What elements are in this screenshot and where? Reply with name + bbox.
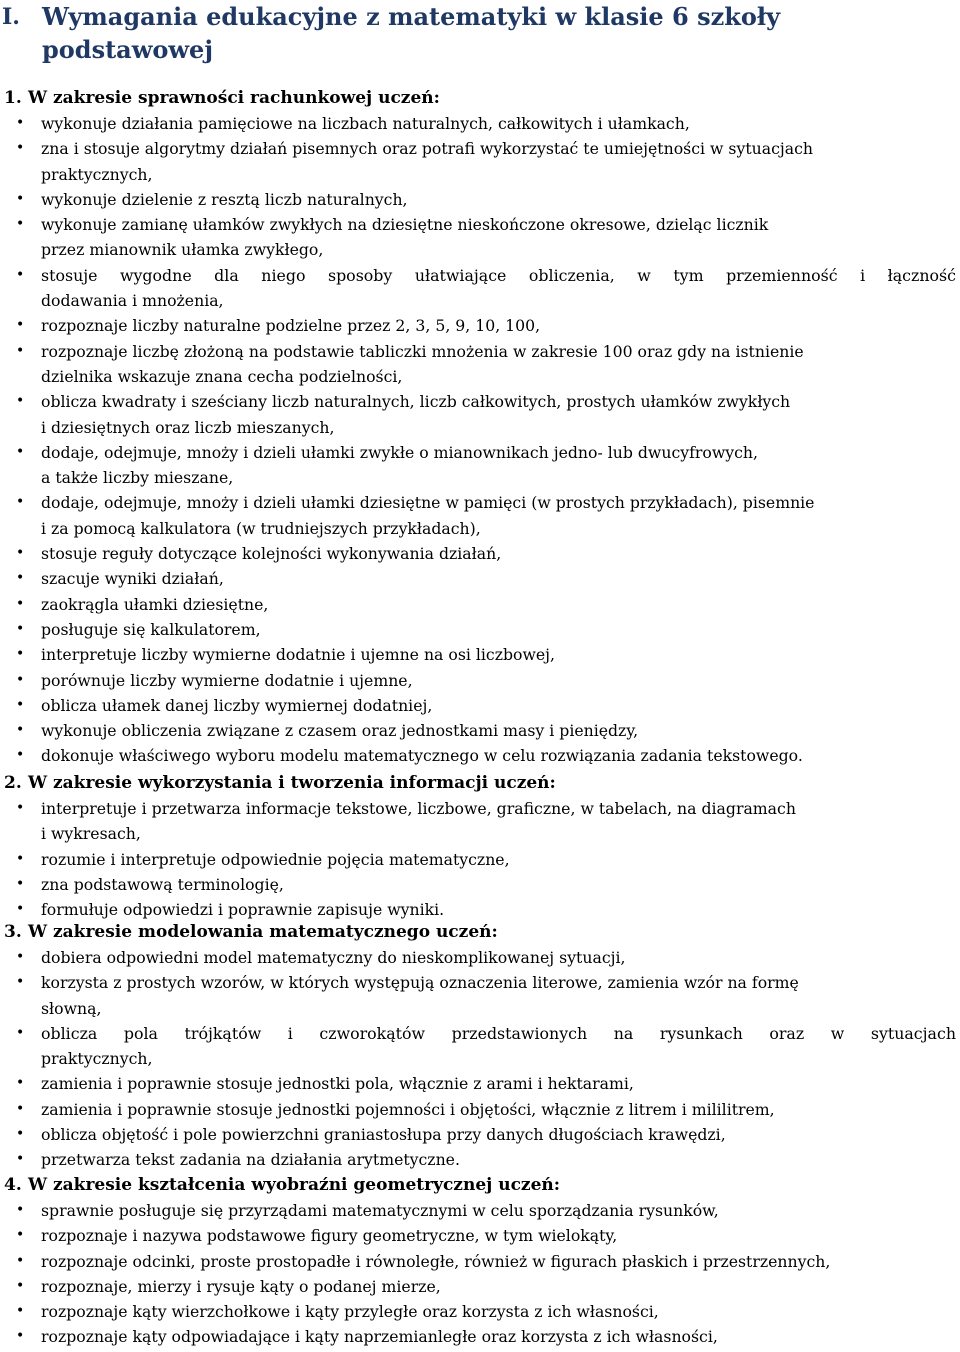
list-item bbox=[0, 136, 960, 187]
section-3 bbox=[0, 920, 960, 1173]
bullet-icon: • bbox=[16, 1328, 25, 1345]
list-item-text: dodaje, odejmuje, mnoży i dzieli ułamki zwykłe o mianownikach jedno- lub dwucyfrowych, bbox=[41, 442, 759, 462]
list-item-text: wykonuje obliczenia związane z czasem oraz jednostkami masy i pieniędzy, bbox=[41, 721, 639, 741]
list-item-text: dzielnika wskazuje znana cecha podzielności, bbox=[41, 366, 403, 386]
section-heading bbox=[0, 771, 960, 796]
list-item-text: porównuje liczby wymierne dodatnie i ujemne, bbox=[41, 670, 413, 690]
bullet-icon: • bbox=[16, 850, 25, 867]
bullet-icon: • bbox=[16, 949, 25, 965]
list-item-text: dokonuje właściwego wyboru modelu matematycznego w celu rozwiązania zadania tekstowego. bbox=[41, 746, 803, 766]
bullet-icon: • bbox=[16, 1227, 25, 1244]
bullet-icon: • bbox=[16, 1075, 25, 1092]
bullet-icon: • bbox=[16, 671, 25, 688]
list-item-text: stosuje wygodne dla niego sposoby ułatwiające obliczenia, w tym przemienność i łączność bbox=[41, 265, 956, 285]
bullet-icon: • bbox=[16, 1100, 25, 1117]
list-item-text: rozumie i interpretuje odpowiednie pojęcia matematyczne, bbox=[41, 849, 510, 869]
bullet-icon: • bbox=[16, 974, 25, 991]
list-item-text: interpretuje i przetwarza informacje tekstowe, liczbowe, graficzne, w tabelach, na diagramach bbox=[41, 799, 796, 818]
list-item-text: rozpoznaje odcinki, proste prostopadłe i równoległe, również w figurach płaskich i przestrzennych, bbox=[41, 1251, 831, 1271]
bullet-icon: • bbox=[16, 1252, 25, 1269]
list-item bbox=[0, 945, 960, 970]
bullet-icon: • bbox=[16, 393, 25, 410]
list-item bbox=[0, 1071, 960, 1096]
list-item-text: dobiera odpowiedni model matematyczny do nieskomplikowanej sytuacji, bbox=[41, 948, 626, 967]
list-item bbox=[0, 111, 960, 136]
list-item-text: rozpoznaje kąty wierzchołkowe i kąty przyległe oraz korzysta z ich własności, bbox=[41, 1302, 659, 1322]
list-item bbox=[0, 212, 960, 263]
bullet-icon: • bbox=[16, 1303, 25, 1320]
list-item-text: oblicza objętość i pole powierzchni graniastosłupa przy danych długościach krawędzi, bbox=[41, 1125, 726, 1145]
bullet-icon: • bbox=[16, 266, 25, 283]
list-item-text: oblicza ułamek danej liczby wymiernej dodatniej, bbox=[41, 695, 433, 715]
bullet-icon: • bbox=[16, 115, 25, 131]
bullet-icon: • bbox=[16, 570, 25, 587]
section-title: W zakresie kształcenia wyobraźni geometrycznej uczeń: bbox=[28, 1175, 561, 1195]
list-item bbox=[0, 339, 960, 390]
list-item bbox=[0, 1249, 960, 1274]
heading-title-line-1: Wymagania edukacyjne z matematyki w klasie 6 szkoły bbox=[42, 2, 781, 31]
list-item-text: interpretuje liczby wymierne dodatnie i ujemne na osi liczbowej, bbox=[41, 645, 556, 665]
list-item bbox=[0, 718, 960, 743]
list-item-text: oblicza kwadraty i sześciany liczb naturalnych, liczb całkowitych, prostych ułamków zwykłych bbox=[41, 392, 791, 412]
list-item bbox=[0, 1147, 960, 1172]
list-item bbox=[0, 1324, 960, 1349]
list-item-text: oblicza pola trójkątów i czworokątów przedstawionych na rysunkach oraz w sytuacjach bbox=[41, 1023, 956, 1043]
list-item bbox=[0, 796, 960, 847]
bullet-icon: • bbox=[16, 443, 25, 460]
list-item bbox=[0, 592, 960, 617]
list-item-text: posługuje się kalkulatorem, bbox=[41, 619, 261, 639]
bullet-icon: • bbox=[16, 595, 25, 612]
list-item-text: zamienia i poprawnie stosuje jednostki pola, włącznie z arami i hektarami, bbox=[41, 1074, 634, 1094]
section-title: W zakresie modelowania matematycznego uczeń: bbox=[28, 922, 498, 942]
list-item bbox=[0, 313, 960, 338]
list-item bbox=[0, 668, 960, 693]
list-item bbox=[0, 897, 960, 922]
list-item bbox=[0, 617, 960, 642]
bullet-icon: • bbox=[16, 190, 25, 207]
list-item bbox=[0, 1299, 960, 1324]
bullet-icon: • bbox=[16, 800, 25, 816]
list-item-text: wykonuje zamianę ułamków zwykłych na dziesiętne nieskończone okresowe, dzieląc licznik bbox=[41, 215, 769, 235]
heading-title-line-2: podstawowej bbox=[42, 35, 213, 64]
bullet-list bbox=[0, 111, 960, 769]
section-title: W zakresie sprawności rachunkowej uczeń: bbox=[28, 88, 440, 108]
bullet-list bbox=[0, 796, 960, 922]
bullet-icon: • bbox=[16, 1277, 25, 1294]
list-item bbox=[0, 1198, 960, 1223]
list-item bbox=[0, 847, 960, 872]
list-item-text: a także liczby mieszane, bbox=[41, 468, 234, 488]
bullet-icon: • bbox=[16, 317, 25, 334]
list-item bbox=[0, 263, 960, 314]
list-item bbox=[0, 872, 960, 897]
list-item bbox=[0, 1274, 960, 1299]
list-item bbox=[0, 187, 960, 212]
list-item bbox=[0, 541, 960, 566]
bullet-icon: • bbox=[16, 342, 25, 359]
heading-title bbox=[42, 0, 942, 66]
list-item-text: zamienia i poprawnie stosuje jednostki pojemności i objętości, włącznie z litrem i mililitrem, bbox=[41, 1099, 775, 1119]
list-item bbox=[0, 1223, 960, 1248]
section-heading bbox=[0, 920, 960, 945]
list-item-text: zaokrągla ułamki dziesiętne, bbox=[41, 594, 269, 614]
list-item bbox=[0, 389, 960, 440]
section-number: 1. bbox=[4, 88, 22, 108]
section-heading bbox=[0, 86, 960, 111]
list-item bbox=[0, 490, 960, 541]
list-item-text: zna podstawową terminologię, bbox=[41, 874, 284, 894]
list-item-text: formułuje odpowiedzi i poprawnie zapisuje wyniki. bbox=[41, 900, 445, 920]
bullet-icon: • bbox=[16, 722, 25, 739]
bullet-list bbox=[0, 1198, 960, 1350]
bullet-icon: • bbox=[16, 1202, 25, 1218]
bullet-list bbox=[0, 945, 960, 1173]
list-item bbox=[0, 1122, 960, 1147]
list-item-text: rozpoznaje liczby naturalne podzielne przez 2, 3, 5, 9, 10, 100, bbox=[41, 316, 541, 336]
list-item-text: rozpoznaje liczbę złożoną na podstawie tabliczki mnożenia w zakresie 100 oraz gdy na istnienie bbox=[41, 341, 804, 361]
list-item bbox=[0, 642, 960, 667]
list-item-text: praktycznych, bbox=[41, 1049, 153, 1069]
section-number: 2. bbox=[4, 773, 22, 793]
bullet-icon: • bbox=[16, 1024, 25, 1041]
bullet-icon: • bbox=[16, 1126, 25, 1143]
list-item-text: zna i stosuje algorytmy działań pisemnych oraz potrafi wykorzystać te umiejętności w sytuacjach bbox=[41, 139, 813, 159]
section-1 bbox=[0, 86, 960, 769]
list-item-text: sprawnie posługuje się przyrządami matematycznymi w celu sporządzania rysunków, bbox=[41, 1201, 719, 1220]
list-item-text: przetwarza tekst zadania na działania arytmetyczne. bbox=[41, 1150, 460, 1170]
list-item bbox=[0, 566, 960, 591]
bullet-icon: • bbox=[16, 901, 25, 918]
list-item bbox=[0, 693, 960, 718]
bullet-icon: • bbox=[16, 494, 25, 511]
bullet-icon: • bbox=[16, 216, 25, 233]
list-item-text: dodawania i mnożenia, bbox=[41, 291, 224, 311]
list-item bbox=[0, 440, 960, 491]
section-2 bbox=[0, 771, 960, 922]
list-item-text: rozpoznaje, mierzy i rysuje kąty o podanej mierze, bbox=[41, 1276, 441, 1296]
list-item-text: i dziesiętnych oraz liczb mieszanych, bbox=[41, 417, 335, 437]
list-item bbox=[0, 1097, 960, 1122]
list-item-text: słowną, bbox=[41, 998, 102, 1018]
bullet-icon: • bbox=[16, 140, 25, 157]
bullet-icon: • bbox=[16, 620, 25, 637]
list-item-text: dodaje, odejmuje, mnoży i dzieli ułamki dziesiętne w pamięci (w prostych przykładach), pisemnie bbox=[41, 493, 815, 513]
bullet-icon: • bbox=[16, 875, 25, 892]
heading-number: I. bbox=[2, 4, 20, 30]
list-item-text: i za pomocą kalkulatora (w trudniejszych przykładach), bbox=[41, 518, 481, 538]
bullet-icon: • bbox=[16, 696, 25, 713]
list-item-text: rozpoznaje i nazywa podstawowe figury geometryczne, w tym wielokąty, bbox=[41, 1226, 618, 1246]
bullet-icon: • bbox=[16, 646, 25, 663]
list-item-text: stosuje reguły dotyczące kolejności wykonywania działań, bbox=[41, 544, 502, 564]
section-number: 4. bbox=[4, 1175, 22, 1195]
list-item bbox=[0, 743, 960, 768]
list-item-text: szacuje wyniki działań, bbox=[41, 569, 224, 589]
section-4 bbox=[0, 1173, 960, 1350]
list-item-text: przez mianownik ułamka zwykłego, bbox=[41, 240, 324, 260]
list-item-text: korzysta z prostych wzorów, w których występują oznaczenia literowe, zamienia wzór na formę bbox=[41, 973, 799, 993]
section-number: 3. bbox=[4, 922, 22, 942]
list-item-text: praktycznych, bbox=[41, 164, 153, 184]
list-item bbox=[0, 1021, 960, 1072]
list-item-text: i wykresach, bbox=[41, 824, 141, 844]
list-item bbox=[0, 970, 960, 1021]
bullet-icon: • bbox=[16, 1151, 25, 1168]
list-item-text: rozpoznaje kąty odpowiadające i kąty naprzemianległe oraz korzysta z ich własności, bbox=[41, 1327, 718, 1347]
list-item-text: wykonuje działania pamięciowe na liczbach naturalnych, całkowitych i ułamkach, bbox=[41, 114, 690, 133]
section-heading bbox=[0, 1173, 960, 1198]
list-item-text: wykonuje dzielenie z resztą liczb naturalnych, bbox=[41, 189, 408, 209]
section-title: W zakresie wykorzystania i tworzenia informacji uczeń: bbox=[28, 773, 556, 793]
bullet-icon: • bbox=[16, 545, 25, 562]
bullet-icon: • bbox=[16, 747, 25, 764]
